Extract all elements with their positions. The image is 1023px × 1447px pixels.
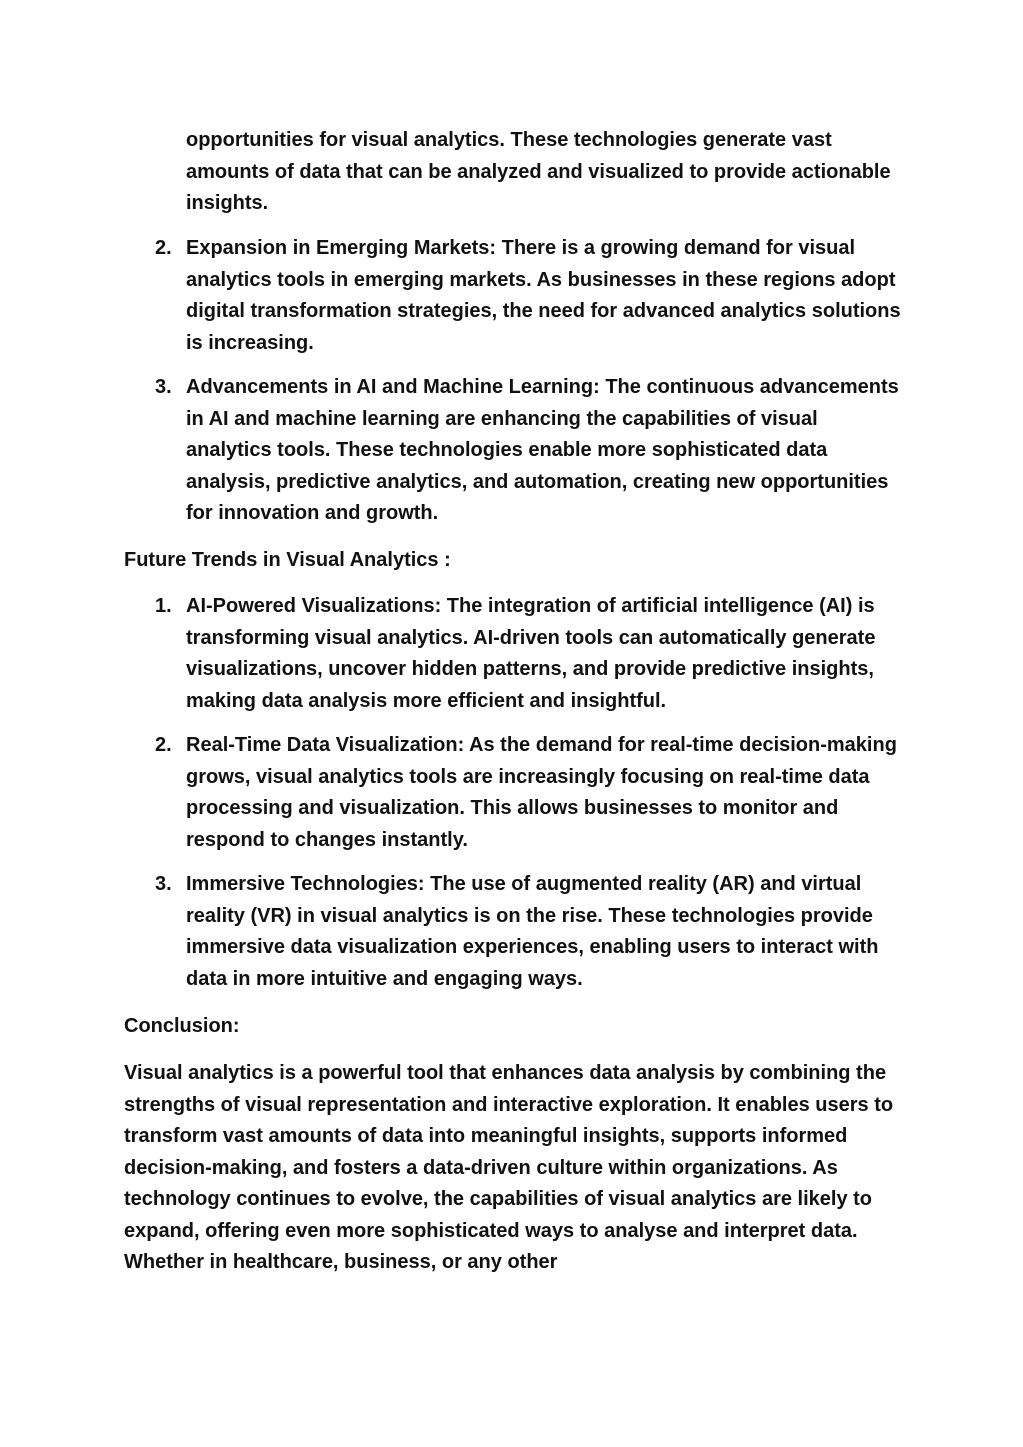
- list-number: 2.: [155, 237, 172, 259]
- trends-list: [0, 591, 1023, 1008]
- continuation-paragraph: opportunities for visual analytics. These technologies generate vast amounts of data that can be analyzed and visualized to provide actionable insights.: [186, 129, 891, 214]
- list-item: [0, 730, 906, 856]
- list-item: [0, 869, 906, 995]
- list-item-text: AI-Powered Visualizations: The integration of artificial intelligence (AI) is transforming visual analytics. AI-driven tools can automatically generate visualizations, uncover hidden patterns, and provide predictive insights, making data analysis more efficient and insightful.: [186, 595, 876, 712]
- list-item-text: Advancements in AI and Machine Learning: The continuous advancements in AI and machine learning are enhancing the capabilities of visual analytics tools. These technologies enable more sophisticated data analysis, predictive analytics, and automation, creating new opportunities for innovation and growth.: [186, 376, 899, 524]
- list-item-text: Expansion in Emerging Markets: There is a growing demand for visual analytics tools in emerging markets. As businesses in these regions adopt digital transformation strategies, the need for advanced analytics solutions is increasing.: [186, 237, 901, 354]
- list-item: [0, 233, 906, 359]
- list-item-text: Real-Time Data Visualization: As the demand for real-time decision-making grows, visual analytics tools are increasingly focusing on real-time data processing and visualization. This allows businesses to monitor and respond to changes instantly.: [186, 734, 897, 851]
- list-number: 3.: [155, 873, 172, 895]
- section-heading-conclusion: Conclusion:: [124, 1015, 240, 1037]
- list-item: [0, 372, 906, 530]
- list-number: 1.: [155, 595, 172, 617]
- list-item-text: Immersive Technologies: The use of augmented reality (AR) and virtual reality (VR) in visual analytics is on the rise. These technologies provide immersive data visualization experiences, enabling users to interact with data in more intuitive and engaging ways.: [186, 873, 879, 990]
- section-heading-future-trends: Future Trends in Visual Analytics :: [124, 549, 451, 571]
- list-number: 3.: [155, 376, 172, 398]
- list-number: 2.: [155, 734, 172, 756]
- opportunities-list: [0, 233, 1023, 543]
- list-item: [0, 591, 906, 717]
- conclusion-paragraph: Visual analytics is a powerful tool that enhances data analysis by combining the strengths of visual representation and interactive exploration. It enables users to transform vast amounts of data into meaningful insights, supports informed decision-making, and fosters a data-driven culture within organizations. As technology continues to evolve, the capabilities of visual analytics are likely to expand, offering even more sophisticated ways to analyse and interpret data. Whether in healthcare, business, or any other: [124, 1062, 894, 1273]
